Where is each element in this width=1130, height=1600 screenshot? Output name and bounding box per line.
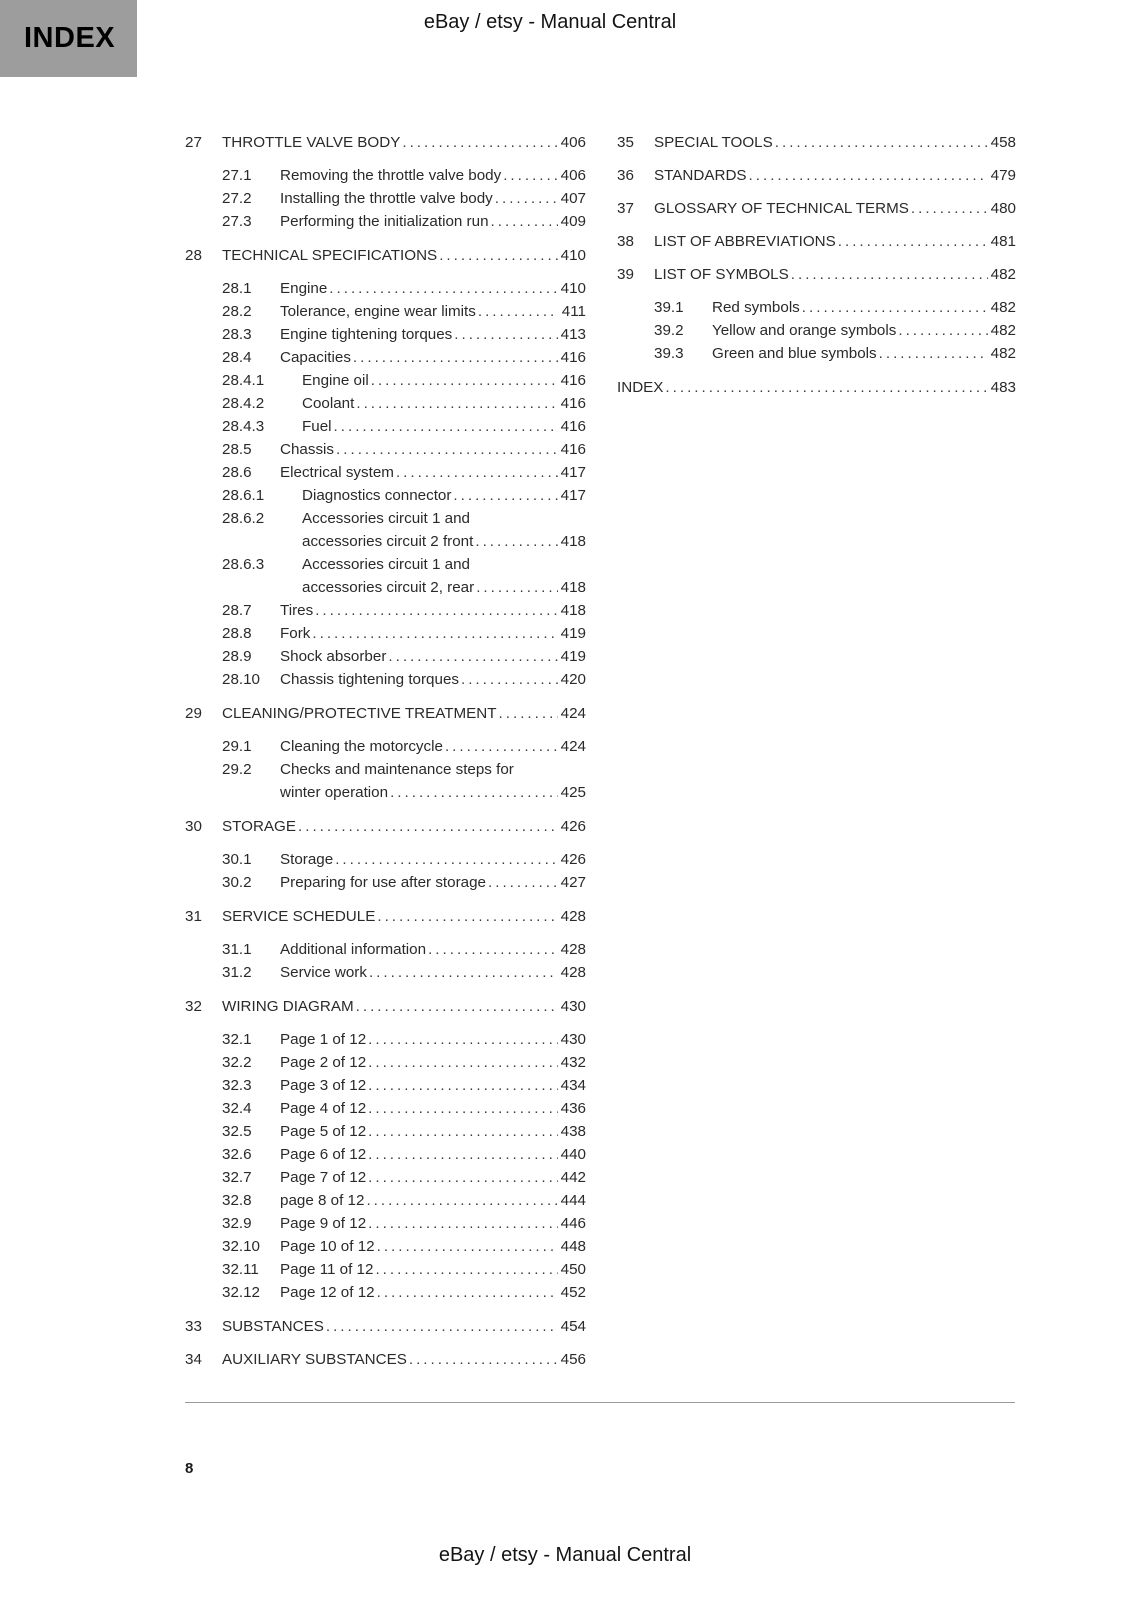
toc-leader-dots: [368, 1166, 558, 1189]
toc-entry-title: Tires: [280, 602, 314, 619]
toc-entry-title: STORAGE: [222, 818, 296, 835]
toc-entry-number: 32.1: [222, 1031, 252, 1048]
toc-entry-page: 446: [560, 1215, 586, 1232]
toc-entry-page: 436: [560, 1100, 586, 1117]
toc-entry-number: 28.10: [222, 671, 261, 688]
toc-entry-page: 410: [560, 247, 586, 264]
toc-entry: [185, 995, 586, 1018]
toc-entry-number: 28.6.1: [222, 487, 265, 504]
toc-entry-title: Page 11 of 12: [280, 1261, 374, 1278]
toc-entry-page: 427: [560, 874, 586, 891]
toc-entry-page: 434: [560, 1077, 586, 1094]
toc-entry-number: 28.8: [222, 625, 252, 642]
toc-entry-title: Engine oil: [302, 372, 369, 389]
toc-entry-title: THROTTLE VALVE BODY: [222, 134, 401, 151]
toc-entry-page: 416: [560, 372, 586, 389]
toc-entry-title: GLOSSARY OF TECHNICAL TERMS: [654, 200, 909, 217]
toc-entry: [185, 323, 586, 346]
toc-entry-page: 450: [560, 1261, 586, 1278]
toc-entry-title: Performing the initialization run: [280, 213, 489, 230]
toc-entry-title: Additional information: [280, 941, 427, 958]
toc-leader-dots: [369, 961, 558, 984]
toc-leader-dots: [454, 323, 558, 346]
toc-entry: [185, 244, 586, 267]
toc-entry: [185, 938, 586, 961]
toc-leader-dots: [368, 1143, 558, 1166]
toc-leader-dots: [775, 131, 988, 154]
footer-divider: [185, 1402, 1015, 1403]
toc-entry-page: 452: [560, 1284, 586, 1301]
toc-entry-title: Checks and maintenance steps for: [280, 761, 514, 778]
toc-entry-page: 409: [560, 213, 586, 230]
toc-entry-page: 413: [560, 326, 586, 343]
toc-entry: [185, 1097, 586, 1120]
toc-entry-page: 481: [990, 233, 1016, 250]
toc-leader-dots: [356, 392, 558, 415]
toc-entry: [185, 346, 586, 369]
toc-entry-number: 36: [617, 167, 634, 184]
toc-entry: [185, 553, 586, 599]
toc-entry-page: 483: [990, 379, 1016, 396]
toc-entry-number: 37: [617, 200, 634, 217]
toc-leader-dots: [898, 319, 988, 342]
toc-leader-dots: [312, 622, 558, 645]
toc-entry-title: Page 10 of 12: [280, 1238, 375, 1255]
toc-entry-page: 417: [560, 487, 586, 504]
toc-entry-number: 28.7: [222, 602, 252, 619]
toc-entry-title: Page 2 of 12: [280, 1054, 367, 1071]
toc-leader-dots: [791, 263, 988, 286]
toc-entry-number: 38: [617, 233, 634, 250]
toc-entry-page: 480: [990, 200, 1016, 217]
toc-leader-dots: [375, 1258, 558, 1281]
toc-entry: [185, 131, 586, 154]
toc-entry: [185, 871, 586, 894]
toc-entry-number: 28.6: [222, 464, 252, 481]
toc-entry: [617, 197, 1016, 220]
toc-entry: [185, 415, 586, 438]
toc-leader-dots: [368, 1074, 558, 1097]
toc-entry-number: 28.6.2: [222, 510, 265, 527]
toc-entry-page: 407: [560, 190, 586, 207]
toc-entry-title: Coolant: [302, 395, 355, 412]
toc-entry-title: Fuel: [302, 418, 332, 435]
toc-entry-title: SPECIAL TOOLS: [654, 134, 773, 151]
toc-entry-title: Page 4 of 12: [280, 1100, 367, 1117]
toc-entry-page: 482: [990, 322, 1016, 339]
toc-entry-page: 454: [560, 1318, 586, 1335]
toc-entry: [185, 961, 586, 984]
toc-entry-page: 416: [560, 441, 586, 458]
toc-entry-page: 418: [560, 579, 586, 596]
toc-entry-number: 39: [617, 266, 634, 283]
toc-entry-page: 411: [561, 303, 586, 320]
toc-entry-number: 30.2: [222, 874, 252, 891]
toc-entry-title: AUXILIARY SUBSTANCES: [222, 1351, 407, 1368]
toc-entry-number: 39.3: [654, 345, 684, 362]
toc-entry: [617, 296, 1016, 319]
toc-entry-number: 27: [185, 134, 202, 151]
toc-leader-dots: [366, 1189, 558, 1212]
toc-entry-number: 28.3: [222, 326, 252, 343]
toc-leader-dots: [495, 187, 558, 210]
toc-entry-title: Removing the throttle valve body: [280, 167, 502, 184]
toc-entry-number: 29.1: [222, 738, 252, 755]
toc-leader-dots: [911, 197, 988, 220]
toc-entry-title: Fork: [280, 625, 311, 642]
toc-leader-dots: [353, 346, 558, 369]
toc-entry-number: 27.1: [222, 167, 252, 184]
toc-entry: [185, 507, 586, 553]
header-title: eBay / etsy - Manual Central: [423, 11, 677, 33]
toc-entry-number: 28.6.3: [222, 556, 265, 573]
toc-entry: [185, 905, 586, 928]
toc-entry-number: 32.5: [222, 1123, 252, 1140]
toc-entry: [185, 645, 586, 668]
toc-entry-number: 31.2: [222, 964, 252, 981]
toc-entry-page: 458: [990, 134, 1016, 151]
toc-entry-page: 428: [560, 964, 586, 981]
toc-entry-number: 28.5: [222, 441, 252, 458]
toc-entry-title: Cleaning the motorcycle: [280, 738, 443, 755]
toc-entry-title: LIST OF SYMBOLS: [654, 266, 789, 283]
toc-entry-title: Diagnostics connector: [302, 487, 452, 504]
toc-entry-number: 28: [185, 247, 202, 264]
toc-entry: [185, 1051, 586, 1074]
toc-leader-dots: [315, 599, 558, 622]
toc-entry: [617, 342, 1016, 365]
toc-leader-dots: [409, 1348, 558, 1371]
toc-entry-number: 32.3: [222, 1077, 252, 1094]
toc-entry-number: 32.4: [222, 1100, 252, 1117]
toc-entry-title: Page 12 of 12: [280, 1284, 375, 1301]
toc-entry-title: Service work: [280, 964, 367, 981]
toc-entry-title: Accessories circuit 1 and: [302, 556, 470, 573]
toc-entry-page: 424: [560, 738, 586, 755]
toc-entry-title: SUBSTANCES: [222, 1318, 324, 1335]
toc-entry-page: 419: [560, 625, 586, 642]
toc-entry-page: 432: [560, 1054, 586, 1071]
toc-entry-page: 406: [560, 134, 586, 151]
toc-entry: [185, 1281, 586, 1304]
toc-leader-dots: [476, 576, 558, 599]
toc-entry-title: Electrical system: [280, 464, 394, 481]
toc-leader-dots: [665, 376, 988, 399]
toc-leader-dots: [335, 848, 558, 871]
toc-entry-number: 28.4: [222, 349, 252, 366]
toc-entry-title: Tolerance, engine wear limits: [280, 303, 476, 320]
toc-leader-dots: [368, 1051, 558, 1074]
toc-entry: [185, 758, 586, 804]
toc-entry-page: 417: [560, 464, 586, 481]
toc-entry-page: 444: [560, 1192, 586, 1209]
toc-entry-number: 28.9: [222, 648, 252, 665]
toc-leader-dots: [368, 1028, 558, 1051]
toc-column-left: [185, 131, 586, 1381]
toc-leader-dots: [334, 415, 558, 438]
toc-entry-number: 27.3: [222, 213, 252, 230]
toc-entry-page: 448: [560, 1238, 586, 1255]
toc-entry-number: 28.4.1: [222, 372, 265, 389]
toc-entry: [185, 1189, 586, 1212]
toc-entry-page: 406: [560, 167, 586, 184]
toc-entry-title: Storage: [280, 851, 334, 868]
toc-entry-number: 39.1: [654, 299, 684, 316]
toc-entry-page: 416: [560, 418, 586, 435]
toc-leader-dots: [298, 815, 558, 838]
toc-entry: [185, 1315, 586, 1338]
toc-entry-number: 32.10: [222, 1238, 261, 1255]
toc-entry-page: 456: [560, 1351, 586, 1368]
toc-entry-title: Page 9 of 12: [280, 1215, 367, 1232]
toc-entry-title: Page 6 of 12: [280, 1146, 367, 1163]
toc-entry-number: 32.12: [222, 1284, 261, 1301]
toc-leader-dots: [838, 230, 988, 253]
toc-entry-page: 482: [990, 299, 1016, 316]
toc-leader-dots: [377, 905, 558, 928]
toc-entry-page: 428: [560, 941, 586, 958]
toc-leader-dots: [475, 530, 558, 553]
toc-entry-number: 31.1: [222, 941, 252, 958]
toc-entry-number: 32.9: [222, 1215, 252, 1232]
toc-leader-dots: [499, 702, 558, 725]
toc-entry-number: 39.2: [654, 322, 684, 339]
toc-leader-dots: [368, 1120, 558, 1143]
toc-entry-title: page 8 of 12: [280, 1192, 365, 1209]
toc-entry: [185, 1348, 586, 1371]
toc-entry-page: 425: [560, 784, 586, 801]
toc-entry-number: 28.1: [222, 280, 252, 297]
toc-leader-dots: [491, 210, 558, 233]
toc-entry: [617, 376, 1016, 399]
page-number: 8: [185, 1460, 194, 1477]
toc-entry-title: accessories circuit 2 front: [302, 533, 474, 550]
toc-entry: [185, 1028, 586, 1051]
toc-entry: [617, 164, 1016, 187]
toc-entry-number: 32: [185, 998, 202, 1015]
toc-entry-title: Red symbols: [712, 299, 800, 316]
toc-leader-dots: [396, 461, 558, 484]
toc-entry: [185, 848, 586, 871]
toc-entry: [185, 438, 586, 461]
toc-entry-title: Shock absorber: [280, 648, 387, 665]
toc-entry-page: 440: [560, 1146, 586, 1163]
toc-entry-number: 29: [185, 705, 202, 722]
toc-entry-title: Capacities: [280, 349, 351, 366]
toc-leader-dots: [478, 300, 558, 323]
toc-entry-number: 28.4.3: [222, 418, 265, 435]
toc-leader-dots: [428, 938, 558, 961]
toc-entry-number: 31: [185, 908, 202, 925]
toc-entry-number: 32.6: [222, 1146, 252, 1163]
toc-entry-number: 32.8: [222, 1192, 252, 1209]
toc-leader-dots: [368, 1212, 558, 1235]
toc-entry-number: 28.4.2: [222, 395, 265, 412]
toc-entry: [185, 369, 586, 392]
toc-leader-dots: [329, 277, 558, 300]
toc-entry: [185, 1120, 586, 1143]
toc-entry-page: 428: [560, 908, 586, 925]
toc-leader-dots: [388, 645, 558, 668]
toc-entry-number: 27.2: [222, 190, 252, 207]
toc-entry: [185, 815, 586, 838]
toc-entry: [185, 484, 586, 507]
toc-entry-page: 442: [560, 1169, 586, 1186]
toc-leader-dots: [371, 369, 558, 392]
toc-entry-title: Accessories circuit 1 and: [302, 510, 470, 527]
toc-leader-dots: [503, 164, 558, 187]
toc-entry-title: Green and blue symbols: [712, 345, 877, 362]
toc-leader-dots: [749, 164, 988, 187]
toc-entry: [185, 277, 586, 300]
toc-entry: [185, 187, 586, 210]
toc-column-right: [617, 131, 1016, 409]
toc-entry: [185, 210, 586, 233]
toc-entry: [617, 230, 1016, 253]
toc-entry: [185, 599, 586, 622]
toc-leader-dots: [402, 131, 558, 154]
toc-entry-page: 418: [560, 533, 586, 550]
toc-entry-page: 426: [560, 851, 586, 868]
toc-entry: [617, 263, 1016, 286]
toc-entry-page: 420: [560, 671, 586, 688]
toc-entry: [617, 319, 1016, 342]
toc-entry-number: 32.7: [222, 1169, 252, 1186]
toc-entry-title: Page 3 of 12: [280, 1077, 367, 1094]
toc-entry-title: Page 1 of 12: [280, 1031, 367, 1048]
toc-leader-dots: [368, 1097, 558, 1120]
toc-entry-title: TECHNICAL SPECIFICATIONS: [222, 247, 438, 264]
toc-entry-page: 424: [560, 705, 586, 722]
toc-entry-number: 34: [185, 1351, 202, 1368]
toc-entry-title: WIRING DIAGRAM: [222, 998, 354, 1015]
toc-entry: [185, 164, 586, 187]
toc-entry-page: 419: [560, 648, 586, 665]
toc-entry: [617, 131, 1016, 154]
toc-leader-dots: [377, 1235, 558, 1258]
toc-entry: [185, 735, 586, 758]
toc-entry-page: 418: [560, 602, 586, 619]
toc-leader-dots: [439, 244, 558, 267]
toc-entry: [185, 1143, 586, 1166]
toc-entry: [185, 1074, 586, 1097]
toc-entry: [185, 1235, 586, 1258]
toc-entry: [185, 461, 586, 484]
toc-entry-number: 32.2: [222, 1054, 252, 1071]
toc-leader-dots: [326, 1315, 558, 1338]
toc-entry-page: 430: [560, 1031, 586, 1048]
toc-entry-number: 30: [185, 818, 202, 835]
toc-entry-title: SERVICE SCHEDULE: [222, 908, 376, 925]
toc-entry-page: 416: [560, 349, 586, 366]
toc-entry-page: 426: [560, 818, 586, 835]
toc-entry-title: Preparing for use after storage: [280, 874, 486, 891]
toc-leader-dots: [488, 871, 558, 894]
toc-entry-title: INDEX: [617, 379, 664, 396]
toc-entry-title: Installing the throttle valve body: [280, 190, 493, 207]
toc-entry: [185, 668, 586, 691]
toc-entry-page: 438: [560, 1123, 586, 1140]
toc-entry: [185, 1258, 586, 1281]
toc-entry-title: LIST OF ABBREVIATIONS: [654, 233, 836, 250]
index-badge-label: INDEX: [24, 22, 116, 54]
toc-leader-dots: [802, 296, 988, 319]
toc-entry-title: accessories circuit 2, rear: [302, 579, 475, 596]
toc-entry-page: 430: [560, 998, 586, 1015]
toc-entry-page: 482: [990, 266, 1016, 283]
toc-entry-title: Engine tightening torques: [280, 326, 453, 343]
toc-entry: [185, 392, 586, 415]
toc-entry: [185, 1212, 586, 1235]
toc-entry-number: 33: [185, 1318, 202, 1335]
toc-entry-title: Chassis: [280, 441, 335, 458]
toc-entry: [185, 300, 586, 323]
toc-entry-title: STANDARDS: [654, 167, 747, 184]
toc-entry: [185, 622, 586, 645]
toc-entry-title: Yellow and orange symbols: [712, 322, 897, 339]
footer-title: eBay / etsy - Manual Central: [438, 1544, 692, 1566]
toc-entry-title: CLEANING/PROTECTIVE TREATMENT: [222, 705, 497, 722]
toc-leader-dots: [461, 668, 558, 691]
toc-entry-number: 32.11: [222, 1261, 259, 1278]
toc-entry-number: 35: [617, 134, 634, 151]
toc-entry-title: winter operation: [280, 784, 389, 801]
toc-entry-page: 482: [990, 345, 1016, 362]
toc-leader-dots: [879, 342, 988, 365]
toc-leader-dots: [445, 735, 558, 758]
toc-entry-number: 30.1: [222, 851, 252, 868]
toc-entry-number: 28.2: [222, 303, 252, 320]
toc-leader-dots: [390, 781, 558, 804]
toc-entry-title: Chassis tightening torques: [280, 671, 459, 688]
toc-entry-title: Page 7 of 12: [280, 1169, 367, 1186]
toc-entry-title: Engine: [280, 280, 328, 297]
toc-entry-title: Page 5 of 12: [280, 1123, 367, 1140]
toc-entry-page: 410: [560, 280, 586, 297]
toc-entry-number: 29.2: [222, 761, 252, 778]
toc-leader-dots: [336, 438, 558, 461]
toc-entry-page: 479: [990, 167, 1016, 184]
toc-entry: [185, 1166, 586, 1189]
toc-leader-dots: [377, 1281, 558, 1304]
toc-entry-page: 416: [560, 395, 586, 412]
toc-entry: [185, 702, 586, 725]
toc-leader-dots: [453, 484, 558, 507]
toc-leader-dots: [356, 995, 558, 1018]
